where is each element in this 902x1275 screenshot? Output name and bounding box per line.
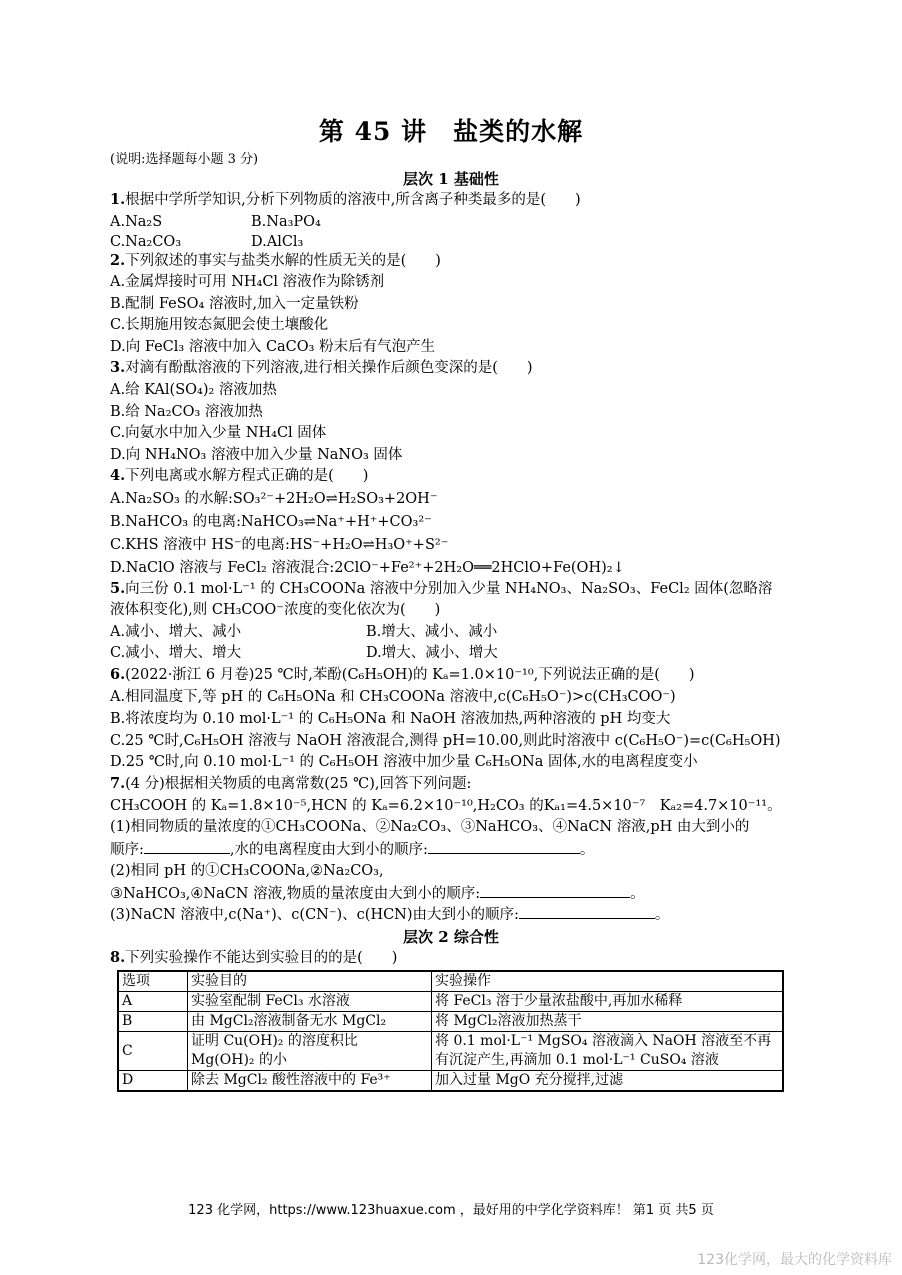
question-7-part-2: (2)相同 pH 的①CH₃COONa,②Na₂CO₃, bbox=[110, 863, 384, 879]
table-row bbox=[118, 1071, 783, 1092]
option-cell: D bbox=[118, 1071, 188, 1092]
option-cell: B bbox=[118, 1012, 188, 1032]
section-heading-basic: 层次 1 基础性 bbox=[403, 170, 499, 188]
question-3-option-d: D.向 NH₄NO₃ 溶液中加入少量 NaNO₃ 固体 bbox=[110, 447, 403, 463]
question-2-option-a: A.金属焊接时可用 NH₄Cl 溶液作为除锈剂 bbox=[110, 274, 385, 290]
question-7-stem: 7.(4 分)根据相关物质的电离常数(25 ℃),回答下列问题: bbox=[110, 775, 472, 792]
question-1-option-b: B.Na₃PO₄ bbox=[251, 214, 321, 230]
question-4-option-a: A.Na₂SO₃ 的水解:SO₃²⁻+2H₂O⇌H₂SO₃+2OH⁻ bbox=[110, 491, 438, 507]
operation-cell: 将 0.1 mol·L⁻¹ MgSO₄ 溶液滴入 NaOH 溶液至不再 有沉淀产生,再滴加 0.1 mol·L⁻¹ CuSO₄ 溶液 bbox=[432, 1032, 784, 1071]
operation-cell: 加入过量 MgO 充分搅拌,过滤 bbox=[432, 1071, 784, 1092]
question-4-stem: 4.下列电离或水解方程式正确的是( ) bbox=[110, 467, 369, 484]
question-2-stem: 2.下列叙述的事实与盐类水解的性质无关的是( ) bbox=[110, 252, 441, 269]
question-1-option-c: C.Na₂CO₃ bbox=[110, 234, 182, 250]
goal-cell: 实验室配制 FeCl₃ 水溶液 bbox=[188, 992, 432, 1012]
question-4-option-c: C.KHS 溶液中 HS⁻的电离:HS⁻+H₂O⇌H₃O⁺+S²⁻ bbox=[110, 537, 449, 553]
question-5-option-a: A.减小、增大、减小 bbox=[110, 624, 242, 640]
question-4-option-b: B.NaHCO₃ 的电离:NaHCO₃⇌Na⁺+H⁺+CO₃²⁻ bbox=[110, 514, 432, 530]
answer-blank[interactable] bbox=[144, 839, 230, 854]
goal-cell: 证明 Cu(OH)₂ 的溶度积比 Mg(OH)₂ 的小 bbox=[188, 1032, 432, 1071]
answer-blank[interactable] bbox=[428, 839, 580, 854]
operation-cell: 将 FeCl₃ 溶于少量浓盐酸中,再加水稀释 bbox=[432, 992, 784, 1012]
question-6-option-a: A.相同温度下,等 pH 的 C₆H₅ONa 和 CH₃COONa 溶液中,c(C₆H₅O⁻)>c(CH₃COO⁻) bbox=[110, 689, 676, 705]
answer-blank[interactable] bbox=[519, 904, 655, 919]
answer-blank[interactable] bbox=[480, 883, 630, 898]
question-3-option-c: C.向氨水中加入少量 NH₄Cl 固体 bbox=[110, 425, 327, 441]
question-1-stem: 1.根据中学所学知识,分析下列物质的溶液中,所含离子种类最多的是( ) bbox=[110, 191, 581, 208]
table-header-cell: 选项 bbox=[118, 971, 188, 992]
question-7-part-1-cont: 顺序: ,水的电离程度由大到小的顺序: 。 bbox=[110, 839, 594, 860]
question-3-stem: 3.对滴有酚酞溶液的下列溶液,进行相关操作后颜色变深的是( ) bbox=[110, 359, 533, 376]
question-1-option-d: D.AlCl₃ bbox=[251, 234, 304, 250]
section-heading-comprehensive: 层次 2 综合性 bbox=[403, 928, 499, 946]
question-3-option-b: B.给 Na₂CO₃ 溶液加热 bbox=[110, 404, 263, 420]
question-3-option-a: A.给 KAl(SO₄)₂ 溶液加热 bbox=[110, 382, 277, 398]
question-5-option-b: B.增大、减小、减小 bbox=[366, 624, 498, 640]
scoring-note: (说明:选择题每小题 3 分) bbox=[110, 152, 259, 167]
operation-cell: 将 MgCl₂溶液加热蒸干 bbox=[432, 1012, 784, 1032]
question-6-option-b: B.将浓度均为 0.10 mol·L⁻¹ 的 C₆H₅ONa 和 NaOH 溶液加热,两种溶液的 pH 均变大 bbox=[110, 711, 671, 727]
experiment-table bbox=[117, 970, 784, 1092]
table-header-cell: 实验目的 bbox=[188, 971, 432, 992]
question-2-option-c: C.长期施用铵态氮肥会使土壤酸化 bbox=[110, 317, 329, 333]
question-2-option-d: D.向 FeCl₃ 溶液中加入 CaCO₃ 粉末后有气泡产生 bbox=[110, 339, 436, 355]
watermark-text: 123化学网，最大的化学资料库 bbox=[697, 1252, 892, 1268]
question-7-part-2-cont: ③NaHCO₃,④NaCN 溶液,物质的量浓度由大到小的顺序: 。 bbox=[110, 883, 645, 904]
table-row bbox=[118, 992, 783, 1012]
question-8-stem: 8.下列实验操作不能达到实验目的的是( ) bbox=[110, 949, 398, 966]
goal-cell: 由 MgCl₂溶液制备无水 MgCl₂ bbox=[188, 1012, 432, 1032]
option-cell: C bbox=[118, 1032, 188, 1071]
table-header-row bbox=[118, 971, 783, 992]
page-footer: 123 化学网，https://www.123huaxue.com ，最好用的中学化学资料库！ 第1 页 共5 页 bbox=[188, 1203, 714, 1218]
question-7-constants: CH₃COOH 的 Kₐ=1.8×10⁻⁵,HCN 的 Kₐ=6.2×10⁻¹⁰,H₂CO₃ 的Kₐ₁=4.5×10⁻⁷ Kₐ₂=4.7×10⁻¹¹。 bbox=[110, 798, 782, 814]
page-title: 第 45 讲 盐类的水解 bbox=[318, 117, 584, 146]
question-5-stem: 5.向三份 0.1 mol·L⁻¹ 的 CH₃COONa 溶液中分别加入少量 NH₄NO₃、Na₂SO₃、FeCl₂ 固体(忽略溶 bbox=[110, 580, 773, 597]
option-cell: A bbox=[118, 992, 188, 1012]
question-4-option-d: D.NaClO 溶液与 FeCl₂ 溶液混合:2ClO⁻+Fe²⁺+2H₂O══2HClO+Fe(OH)₂↓ bbox=[110, 560, 625, 576]
question-6-option-c: C.25 ℃时,C₆H₅OH 溶液与 NaOH 溶液混合,测得 pH=10.00,则此时溶液中 c(C₆H₅O⁻)=c(C₆H₅OH) bbox=[110, 733, 781, 749]
question-7-part-3: (3)NaCN 溶液中,c(Na⁺)、c(CN⁻)、c(HCN)由大到小的顺序: 。 bbox=[110, 904, 669, 925]
question-5-stem-cont: 液体积变化),则 CH₃COO⁻浓度的变化依次为( ) bbox=[110, 602, 441, 618]
question-5-option-c: C.减小、增大、增大 bbox=[110, 645, 242, 661]
question-2-option-b: B.配制 FeSO₄ 溶液时,加入一定量铁粉 bbox=[110, 296, 359, 312]
question-6-option-d: D.25 ℃时,向 0.10 mol·L⁻¹ 的 C₆H₅OH 溶液中加少量 C₆H₅ONa 固体,水的电离程度变小 bbox=[110, 754, 698, 770]
question-1-option-a: A.Na₂S bbox=[110, 214, 163, 230]
question-6-stem: 6.(2022·浙江 6 月卷)25 ℃时,苯酚(C₆H₅OH)的 Kₐ=1.0×10⁻¹⁰,下列说法正确的是( ) bbox=[110, 666, 695, 683]
table-row bbox=[118, 1012, 783, 1032]
question-5-option-d: D.增大、减小、增大 bbox=[366, 645, 498, 661]
table-header-cell: 实验操作 bbox=[432, 971, 784, 992]
goal-cell: 除去 MgCl₂ 酸性溶液中的 Fe³⁺ bbox=[188, 1071, 432, 1092]
question-7-part-1: (1)相同物质的量浓度的①CH₃COONa、②Na₂CO₃、③NaHCO₃、④NaCN 溶液,pH 由大到小的 bbox=[110, 819, 750, 835]
table-row bbox=[118, 1032, 783, 1071]
